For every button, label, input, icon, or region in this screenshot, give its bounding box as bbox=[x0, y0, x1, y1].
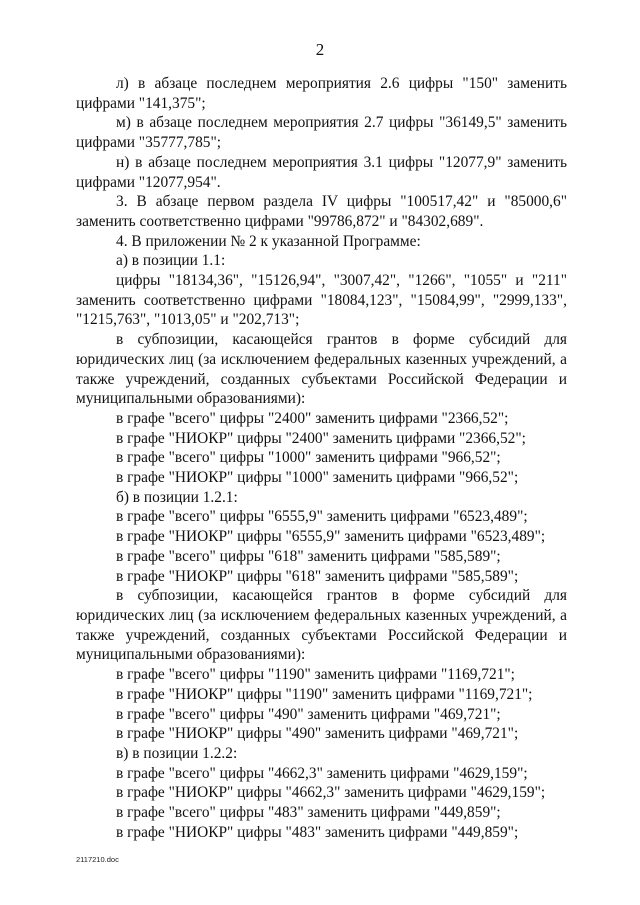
paragraph-item: в графе "всего" цифры "490" заменить цифрами "469,721"; bbox=[116, 705, 501, 723]
document-body bbox=[76, 74, 567, 842]
paragraph-m: м) в абзаце последнем мероприятия 2.7 цифры "36149,5" заменить цифрами "35777,785"; bbox=[76, 114, 567, 152]
paragraph-item: в графе "всего" цифры "2400" заменить цифрами "2366,52"; bbox=[116, 409, 509, 427]
paragraph-item: в графе "всего" цифры "4662,3" заменить цифрами "4629,159"; bbox=[116, 764, 528, 782]
paragraph-4a: а) в позиции 1.1: bbox=[116, 252, 226, 270]
paragraph-n: н) в абзаце последнем мероприятия 3.1 цифры "12077,9" заменить цифрами "12077,954". bbox=[76, 153, 567, 191]
paragraph-item: в графе "НИОКР" цифры "490" заменить цифрами "469,721"; bbox=[116, 725, 519, 743]
paragraph-item: в графе "всего" цифры "1000" заменить цифрами "966,52"; bbox=[116, 449, 501, 467]
paragraph-l: л) в абзаце последнем мероприятия 2.6 цифры "150" заменить цифрами "141,375"; bbox=[76, 75, 567, 112]
paragraph-item: в графе "НИОКР" цифры "1000" заменить цифрами "966,52"; bbox=[116, 469, 519, 487]
paragraph-item: в графе "всего" цифры "6555,9" заменить цифрами "6523,489"; bbox=[116, 508, 528, 526]
paragraph-4a-figures: цифры "18134,36", "15126,94", "3007,42", "1266", "1055" и "211" заменить соответственно цифрами "18084,123", "15084,99", "2999,133", "1215,763", "1013,05" и "202,713"; bbox=[76, 272, 567, 329]
footer-filename: 2117210.doc bbox=[76, 855, 119, 864]
paragraph-item: в графе "всего" цифры "618" заменить цифрами "585,589"; bbox=[116, 547, 501, 565]
paragraph-4: 4. В приложении № 2 к указанной Программе: bbox=[116, 232, 421, 250]
paragraph-4b-subposition: в субпозиции, касающейся грантов в форме субсидий для юридических лиц (за исключением федеральных казенных учреждений, а также учреждений, созданных субъектами Российской Федерации и муниципальными образованиями): bbox=[76, 587, 567, 664]
page-number: 2 bbox=[315, 40, 325, 59]
paragraph-4a-subposition: в субпозиции, касающейся грантов в форме субсидий для юридических лиц (за исключением федеральных казенных учреждений, а также учреждений, созданных субъектами Российской Федерации и муниципальными образованиями): bbox=[76, 331, 567, 408]
paragraph-item: в графе "НИОКР" цифры "4662,3" заменить цифрами "4629,159"; bbox=[116, 784, 546, 802]
paragraph-item: в графе "НИОКР" цифры "6555,9" заменить цифрами "6523,489"; bbox=[116, 528, 546, 546]
paragraph-item: в графе "НИОКР" цифры "2400" заменить цифрами "2366,52"; bbox=[116, 429, 526, 447]
paragraph-item: в графе "всего" цифры "483" заменить цифрами "449,859"; bbox=[116, 804, 501, 822]
paragraph-item: в графе "НИОКР" цифры "618" заменить цифрами "585,589"; bbox=[116, 567, 519, 585]
paragraph-4b: б) в позиции 1.2.1: bbox=[116, 488, 238, 506]
paragraph-4v: в) в позиции 1.2.2: bbox=[116, 744, 238, 762]
paragraph-3: 3. В абзаце первом раздела IV цифры "100517,42" и "85000,6" заменить соответственно цифрами "99786,872" и "84302,689". bbox=[76, 193, 567, 230]
paragraph-item: в графе "НИОКР" цифры "1190" заменить цифрами "1169,721"; bbox=[116, 685, 533, 703]
paragraph-item: в графе "НИОКР" цифры "483" заменить цифрами "449,859"; bbox=[116, 823, 519, 841]
paragraph-item: в графе "всего" цифры "1190" заменить цифрами "1169,721"; bbox=[116, 666, 515, 684]
